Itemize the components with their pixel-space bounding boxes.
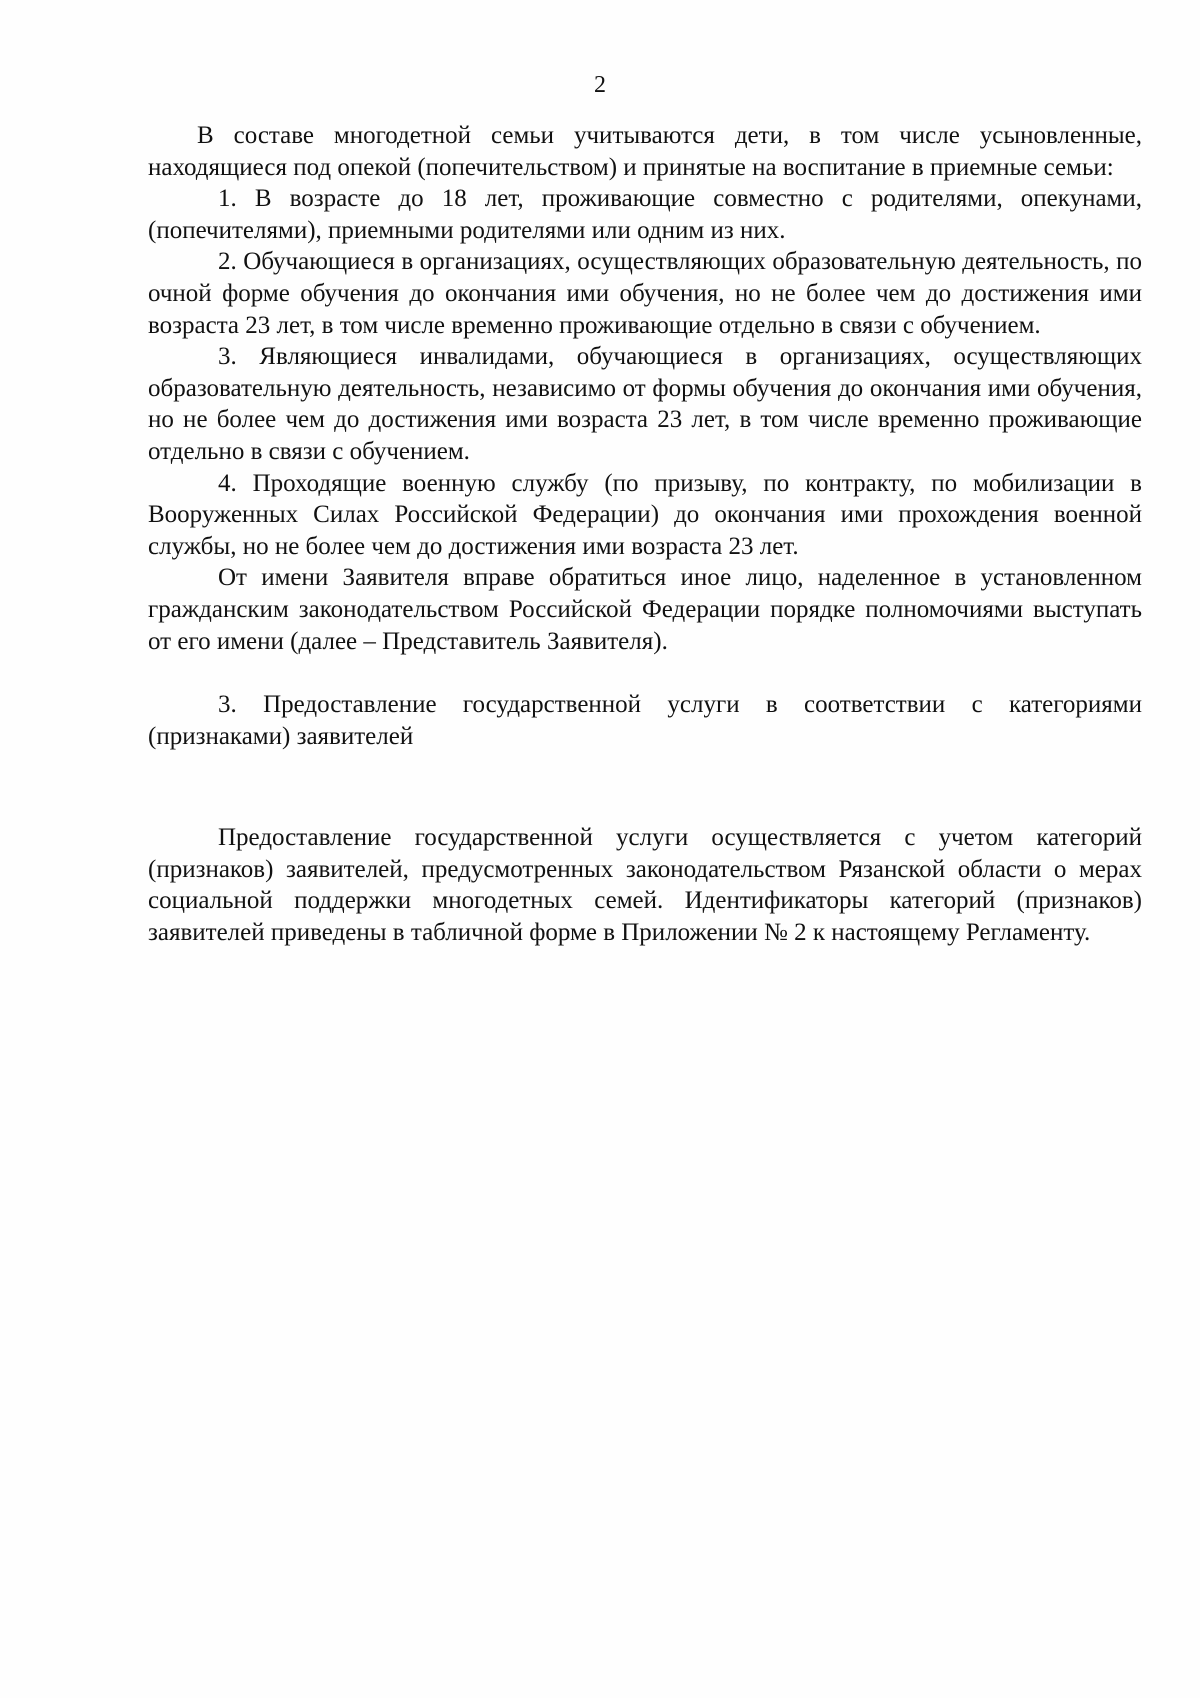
list-item-1: 1. В возрасте до 18 лет, проживающие совместно с родителями, опекунами, (попечителями), приемными родителями или одним из них. <box>148 185 1142 244</box>
list-item-4: 4. Проходящие военную службу (по призыву, по контракту, по мобилизации в Вооруженных Силах Российской Федерации) до окончания ими прохождения военной службы, но не более чем до достижения ими возраста 23 лет. <box>148 469 1142 560</box>
section-heading: 3. Предоставление государственной услуги в соответствии с категориями (признаками) заявителей <box>148 691 1142 750</box>
list-item-3: 3. Являющиеся инвалидами, обучающиеся в организациях, осуществляющих образовательную деятельность, независимо от формы обучения до окончания ими обучения, но не более чем до достижения ими возраста 23 лет, в том числе временно проживающие отдельно в связи с обучением. <box>148 343 1142 465</box>
intro-paragraph: В составе многодетной семьи учитываются дети, в том числе усыновленные, находящиеся под опекой (попечительством) и принятые на воспитание в приемные семьи: <box>148 122 1142 181</box>
section-paragraph: Предоставление государственной услуги осуществляется с учетом категорий (признаков) заявителей, предусмотренных законодательством Рязанской области о мерах социальной поддержки многодетных семей. Идентификаторы категорий (признаков) заявителей приведены в табличной форме в Приложении № 2 к настоящему Регламенту. <box>148 824 1142 947</box>
document-body <box>148 120 1142 949</box>
list-item-2: 2. Обучающиеся в организациях, осуществляющих образовательную деятельность, по очной форме обучения до окончания ими обучения, но не более чем до достижения ими возраста 23 лет, в том числе временно проживающие отдельно в связи с обучением. <box>148 248 1142 339</box>
page-number: 2 <box>594 72 606 98</box>
representative-paragraph: От имени Заявителя вправе обратиться иное лицо, наделенное в установленном гражданским законодательством Российской Федерации порядке полномочиями выступать от его имени (далее – Представитель Заявителя). <box>148 564 1142 655</box>
